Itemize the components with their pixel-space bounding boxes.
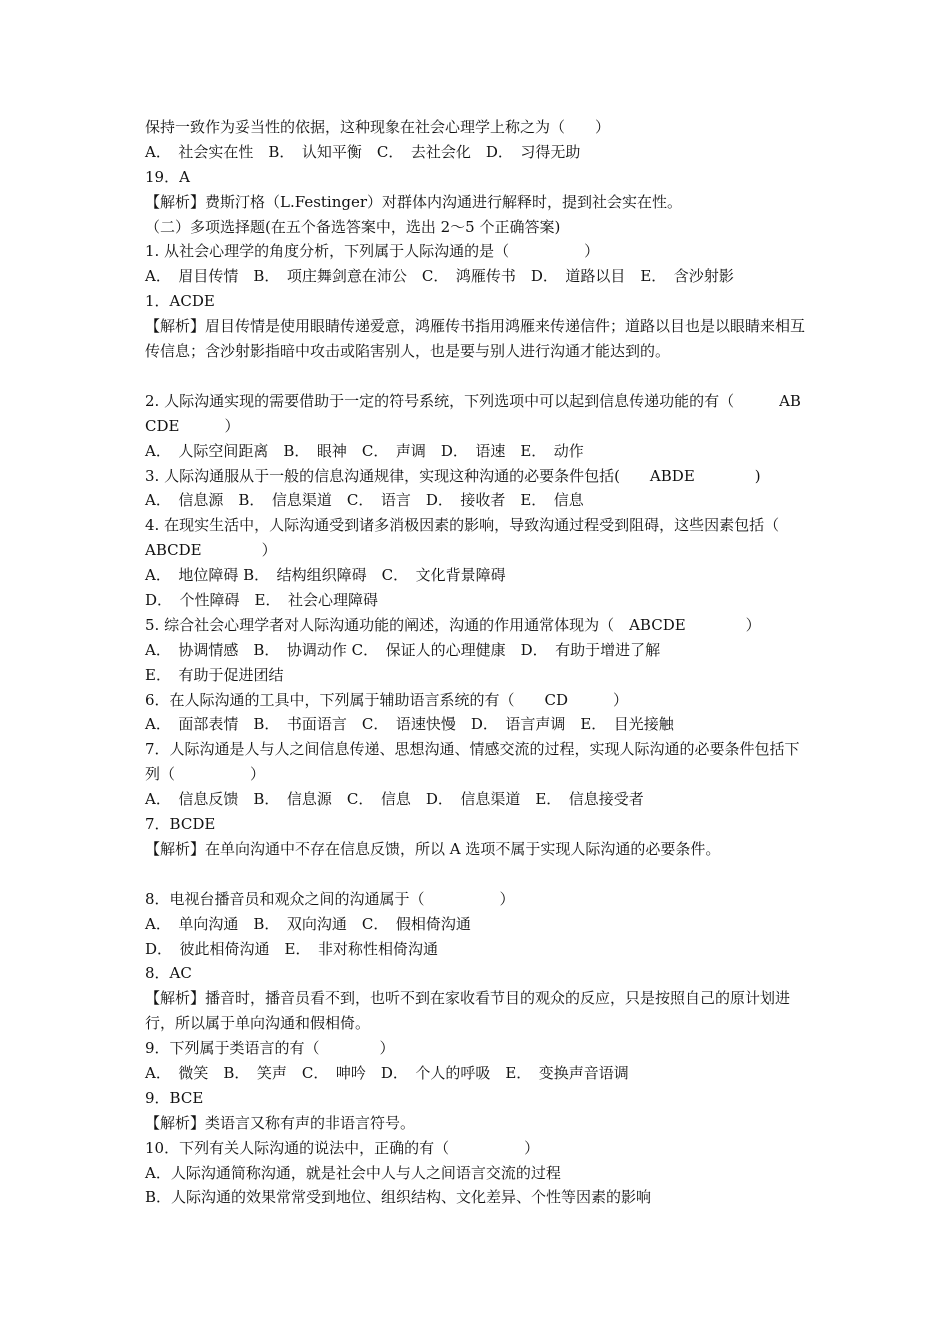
analysis-7: 【解析】在单向沟通中不存在信息反馈，所以 A 选项不属于实现人际沟通的必要条件。 <box>145 839 721 858</box>
question-7-stem: 7．人际沟通是人与人之间信息传递、思想沟通、情感交流的过程，实现人际沟通的必要条件包括下列（ ） <box>145 740 800 784</box>
analysis-1: 【解析】眉目传情是使用眼睛传递爱意，鸿雁传书指用鸿雁来传递信件；道路以目也是以眼睛来相互传信息；含沙射影指暗中攻击或陷害别人，也是要与别人进行沟通才能达到的。 <box>145 317 806 361</box>
answer-1: 1．ACDE <box>145 292 215 311</box>
question-4-options-line-2: D． 个性障碍 E． 社会心理障碍 <box>145 591 378 610</box>
question-5-options-line-2: E． 有助于促进团结 <box>145 665 284 684</box>
answer-8: 8．AC <box>145 964 192 983</box>
question-9-options: A． 微笑 B． 笑声 C． 呻吟 D． 个人的呼吸 E． 变换声音语调 <box>145 1064 629 1082</box>
question-2-stem: 2. 人际沟通实现的需要借助于一定的符号系统，下列选项中可以起到信息传递功能的有（ ABCDE ） <box>145 391 801 435</box>
question-4-options-line-1: A． 地位障碍 B． 结构组织障碍 C． 文化背景障碍 <box>145 566 506 585</box>
question-10-option-b: B．人际沟通的效果常常受到地位、组织结构、文化差异、个性等因素的影响 <box>145 1188 652 1207</box>
question-6-options: A． 面部表情 B． 书面语言 C． 语速快慢 D． 语言声调 E． 目光接触 <box>145 715 674 734</box>
analysis-9: 【解析】类语言又称有声的非语言符号。 <box>145 1113 416 1132</box>
question-7-options: A． 信息反馈 B． 信息源 C． 信息 D． 信息渠道 E． 信息接受者 <box>145 790 644 809</box>
question-5-options-line-1: A． 协调情感 B． 协调动作 C． 保证人的心理健康 D． 有助于增进了解 <box>145 640 661 659</box>
question-2-options: A． 人际空间距离 B． 眼神 C． 声调 D． 语速 E． 动作 <box>145 441 584 460</box>
question-6-stem: 6．在人际沟通的工具中，下列属于辅助语言系统的有（ CD ） <box>145 690 629 709</box>
spacer <box>145 364 810 389</box>
question-1-options: A． 眉目传情 B． 项庄舞剑意在沛公 C． 鸿雁传书 D． 道路以目 E． 含沙射影 <box>145 267 734 286</box>
question-18-options: A． 社会实在性 B． 认知平衡 C． 去社会化 D． 习得无助 <box>145 142 581 161</box>
analysis-19: 【解析】费斯汀格（L.Festinger）对群体内沟通进行解释时，提到社会实在性。 <box>145 192 683 211</box>
analysis-8: 【解析】播音时，播音员看不到，也听不到在家收看节目的观众的反应，只是按照自己的原计划进行，所以属于单向沟通和假相倚。 <box>145 989 791 1033</box>
question-8-options-line-2: D． 彼此相倚沟通 E． 非对称性相倚沟通 <box>145 939 438 958</box>
question-8-options-line-1: A． 单向沟通 B． 双向沟通 C． 假相倚沟通 <box>145 914 471 933</box>
answer-19: 19．A <box>145 167 190 186</box>
question-3-options: A． 信息源 B． 信息渠道 C． 语言 D． 接收者 E． 信息 <box>145 491 584 510</box>
answer-7: 7．BCDE <box>145 815 216 834</box>
spacer <box>145 862 810 887</box>
question-4-stem: 4. 在现实生活中，人际沟通受到诸多消极因素的影响，导致沟通过程受到阻碍，这些因素包括（ ABCDE ） <box>145 516 810 560</box>
question-10-stem: 10．下列有关人际沟通的说法中，正确的有（ ） <box>145 1138 540 1157</box>
question-10-option-a: A．人际沟通简称沟通，就是社会中人与人之间语言交流的过程 <box>145 1163 561 1182</box>
question-9-stem: 9．下列属于类语言的有（ ） <box>145 1039 395 1058</box>
question-5-stem: 5. 综合社会心理学者对人际沟通功能的阐述，沟通的作用通常体现为（ ABCDE ） <box>145 615 761 634</box>
answer-9: 9．BCE <box>145 1088 204 1107</box>
question-8-stem: 8．电视台播音员和观众之间的沟通属于（ ） <box>145 889 515 908</box>
document-body <box>145 115 810 1210</box>
question-18-stem-end: 保持一致作为妥当性的依据，这种现象在社会心理学上称之为（ ） <box>145 118 611 136</box>
question-3-stem: 3. 人际沟通服从于一般的信息沟通规律，实现这种沟通的必要条件包括( ABDE ) <box>145 466 761 485</box>
question-1-stem: 1. 从社会心理学的角度分析，下列属于人际沟通的是（ ） <box>145 242 600 261</box>
section-heading-multiple-choice: （二）多项选择题(在五个备选答案中，选出 2～5 个正确答案) <box>145 217 561 236</box>
